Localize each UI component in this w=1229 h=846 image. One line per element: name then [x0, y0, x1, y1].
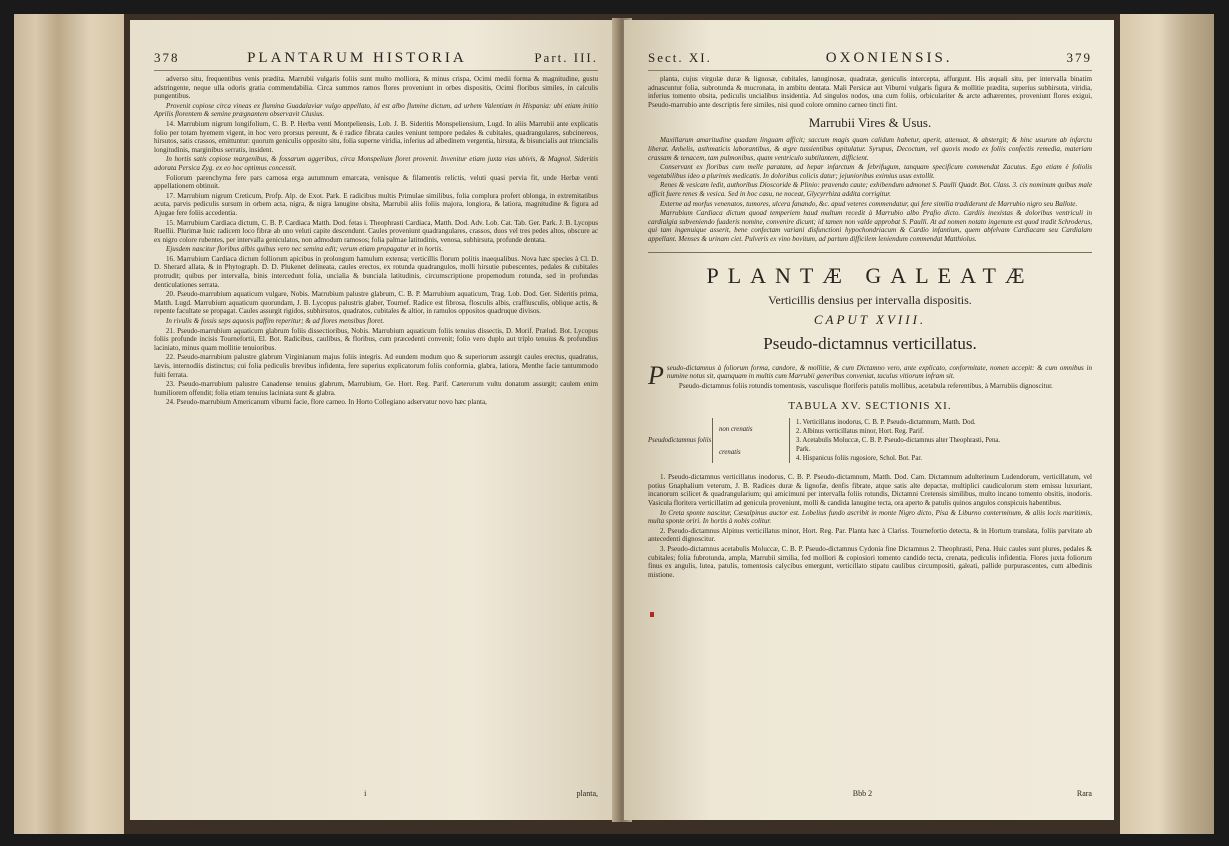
paragraph: 20. Pseudo-marrubium aquaticum vulgare, Nobis. Marrubium palustre glabrum, C. B. P. Marrubium aquaticum, Trag. Lob. Dod. Ger. Sideritis prima, Matth. Lugd. Marrubium aquaticum quorundam, J. B. Lycopus palustris glaber, Tournef. Radice est fibrosa, flosculis albis, craffiusculis, oblique actis, & repente facultate se propagat. Caules assurgit rigidos, subhirsutos, quadratos, cubitales & altior, in ramulos oppositos quadruque divisos. [154, 290, 598, 316]
paragraph: 21. Pseudo-marrubium aquaticum glabrum foliis dissectioribus, Nobis. Marrubium aquaticum foliis tenuius dissectis, D. Morif. Prælud. Bot. Lycopus foliis profunde incisis Tournefortii, El. Bot. Radicibus, caulibus, & floribus, cum præcedenti convenit; folio vero duplo aut triplo tenuius & profundius laciniato, minus quam mollitie tenuioribus. [154, 326, 598, 352]
paragraph: Provenit copiose circa vineas ex flumina Guadalaviar vulgo appellato, id est albo flumine dictum, ad urbem Valentiam in Hispania: ubi etiam initio Aprilis florentem & semine prægnantem observavit Clusius. [154, 101, 598, 119]
tabula-title: TABULA XV. SECTIONIS XI. [788, 400, 952, 413]
left-running-title: PLANTARUM HISTORIA [247, 50, 467, 66]
left-page-edges [14, 14, 124, 834]
genus-title: Pseudo-dictamnus verticillatus. [763, 333, 977, 353]
paragraph: In rivulis & fossis seps aquosis paffim reperitur; & ad flores mensibus floret. [166, 317, 385, 326]
right-page-content [648, 50, 1092, 802]
table-entry: 2. Albinus verticillatus minor, Hort. Reg. Parif. [796, 428, 924, 436]
paragraph: 17. Marrubium nigrum Creticum, Profp. Alp. de Exot. Park. E radicibus multis Primulae similibus, folia complura profert oblonga, in extremitatibus acuta, parvis pediculis sursum in orbem acta, nigra, & nigra lanugine obsita, Marrubii aliis foliis majora, longiora, & latiora, magnitudine & figura ad Ajugae fere foliis accedentia. [154, 191, 598, 217]
paragraph: 23. Pseudo-marrubium palustre Canadense tenuius glabrum, Marrubium, Ge. Hort. Reg. Parif. Cæterorum vultu donatum assurgit; caulem enim humiliorem offendit; folia etiam tenuius laciniata sunt & glabra. [154, 380, 598, 397]
paragraph: Marrubium Cardiaca dictum quoad temperiem haud multum recedit à Marrubio albo Prafio dicto. Cardiis inexistas & doloribus ventriculi in cardialgia subveniendo fuaderis nomine, convenire dicunt; id tamen non valde approbat S. Paulli. At ad nomen notato ingenum est quod tradit Schroderus, qui tam ingenuique asserit, bene confectam variani disfunctioni hypochondriacum & Cardio infantium, quem abfelvam Cardiacam seu Cardialam appellant. Menses & urinam ciet. Pulveris ex vino bovitum, ad partum difficilem leniendum commendat Matthiolus. [648, 209, 1092, 243]
paragraph: 2. Pseudo-dictamnus Alpinus verticillatus minor, Hort. Reg. Par. Planta hæc à Clariss. Tournefortio detecta, & in Hortum translata, foliis parvitate ab antecedenti dignoscitur. [648, 526, 1092, 544]
left-page-footer [154, 789, 598, 798]
left-signature-mark: i [364, 789, 367, 798]
paragraph: In hortis satis copiose margenibus, & fossarum aggeribus, circa Monspelium floret provenit. Invenitur etiam juxta vias ubivis, & Magnol. Sideritis adorata Persica Zyg. ex eo hoc optimus concessit. [154, 155, 598, 172]
paragraph: 14. Marrubium nigrum longifolium, C. B. P. Herba venti Montpeliensis, Lob. J. B. Sideritis Monspeliensium, Lugd. In aliis Marrubii ante explicatis folio per totam hyemem vigent, in hoc vero prorsus pereunt, & è radice fibrata caules veniunt tempore pedales & cubitales, quadrangulares, subcinereos, hirsutos, satis crassos, emittuntur: quorum geniculis opposito situ, folia superne viridia, inferius ad albedinem vergentia, hirsuta, & bisuncialis aut triuncialis longitudinis, marginibus serratis, insident. [154, 119, 598, 154]
right-catchword: Rara [1076, 789, 1092, 798]
right-page-edges [1120, 14, 1214, 834]
right-running-head [648, 50, 1092, 71]
paragraph: Maxillarum amaritudine quadam linguam afficit; saccum magis quam calidum habetur, aperit, attenuat, & abstergit; & hinc usurum ab infarctu liberat. Anhelis, asthmaticis laborantibus, & ægre tussientibus opitulatur. Syrupus, Decoctum, vel quovis modo ex foliis confectis remedia, materiam crassam & tenacem, tam pulmonibus, quam ventriculo subtilantem, difficient. [648, 136, 1092, 162]
table-entry: 1. Verticillatus inodorus, C. B. P. Pseudo-dictamnum, Matth. Dod. [796, 419, 976, 427]
class-subtitle: Verticillis densius per intervalla dispositis. [768, 292, 972, 307]
paragraph: Ejusdem nascitur floribus albis quibus vero nec semina edit; verum etiam propagatur et in hortis. [166, 245, 444, 254]
vires-section-title: Marrubii Vires & Usus. [808, 115, 932, 131]
paragraph: 1. Pseudo-dictamnus verticillatus inodorus, C. B. P. Pseudo-dictamnum, Matth. Dod. Cam. Dictamnum adulterinum Ludendorum, verticillatum, vel potius Gnaphalium veterum, J. B. Radices duræ & lignofæ, denfis fibrate, atque satis alte depactæ, multiplici caudiculorum stem emissu luxuriant, incanorum scilicet & quadrangularium; qui amicimuni per intervalla foliis rotundis, Dictamni Cretensis similibus, multo incano tomento obsitis, inodoris. Vasicula floritera verticillatim ad genicula proveniunt, molli & candida lanugine tecta, ora aperto & patulis quinos angulos conspicuis habentibus. [648, 473, 1092, 508]
paragraph: Renes & vesicam ledit, authoribus Dioscoride & Plinio: pravendo caute; exhibendum admonet S. Paulli Quadr. Bot. Class. 3. cis nominum quibus male afficit fuere renes & vesica. Sed in hoc casu, ne noceat, Glycyrrhiza addita corrigitur. [648, 181, 1092, 198]
species-table [648, 418, 1092, 463]
chapter-heading: CAPUT XVIII. [813, 311, 927, 327]
right-page [624, 20, 1114, 820]
right-running-title: OXONIENSIS. [825, 50, 953, 66]
table-group: crenatis [719, 448, 741, 456]
genus-note: Pseudo-dictamnus foliis rotundis tomentosis, vasculisque floriferis patulis mollibus, acetabula referentibus, à Marrubiis dignoscitur. [678, 381, 1053, 390]
right-page-number: 379 [1066, 50, 1092, 65]
table-entry: Park. [796, 446, 811, 454]
paragraph: adverso situ, frequentibus venis prædita. Marrubii vulgaris foliis sunt multo molliora, & minus crispa, Ocimi medii forma & magnitudine, gustu adstringente, neque ulla odoris gratia commendabilia. Circa summos ramos flores proveniunt in orbes dispositis, Ocimi floribus similes, in calculis pungentibus. [154, 75, 598, 101]
left-catchword: planta, [576, 789, 598, 798]
paragraph: 16. Marrubium Cardiaca dictum folliorum apicibus in prolongum hamulum extensa; verticillis florum politis inaequalibus. Nova hæc species à Cl. D. D. Sherard allata, & in Phytograph. D. D. Plukenet delineata, caules erectos, ex rotunda quadrangulos, molli hirsutie pubescentes, pedales & cubitales protrudit; quibus per intervalla, binis intercedunt folia, uncialia & bunciala latitudinis, circumscriptione propemodum rotunda, sed in profundas denticulationes serrata. [154, 254, 598, 289]
table-entries [789, 418, 1092, 463]
red-ink-mark [650, 612, 654, 617]
table-genus-label: Pseudodictamnus foliis [648, 437, 712, 445]
table-groups [712, 418, 789, 463]
paragraph: In Creta sponte nascitur, Cæsalpinus auctor est. Lobelius fundo ascribit in monte Nigro dicto, Pisa & Liburno conterminum, & aliis locis maritimis, multa sponte oriri. In hortis à nobis colitur. [648, 508, 1092, 526]
left-page [130, 20, 620, 820]
left-page-content [154, 50, 598, 802]
paragraph: Externe ad morfus venenatos, tumores, ulcera fanando, &c. apud veteres commendatur, qui fere similia tradiderunt de Marrubio nigro seu Ballote. [660, 199, 1078, 208]
paragraph: 22. Pseudo-marrubium palustre glabrum Virginianum majus foliis integris. Ad eundem modum quo & superiorum assurgit caules erectus, quadratus, lævis, internodiis distinctus; cui folia pediculis brevibus infidenta, fere superius explicatorum foliis conformia, glabra, latiora, Menthe facie tantummodo fuiti ferrata. [154, 353, 598, 379]
left-page-number: 378 [154, 50, 180, 65]
class-title: PLANTÆ GALEATÆ [706, 262, 1034, 288]
left-part-label: Part. III. [534, 50, 598, 65]
paragraph: Conservant ex floribus cum melle paratam, ad hepar infarctum & febrifugum, tanquam specificum commendat Zacutus. Ego etiam è foliolis vegetabilibus ideo a plurimis medicatis. In doloribus colicis datur; jejunioribus eximius usus extollit. [648, 163, 1092, 180]
paragraph: 3. Pseudo-dictamnus acetabulis Moluccæ, C. B. P. Pseudo-dictamnus Cydonia fine Dictamnus 2. Theophrasti, Pena. Huic caules sunt plures, pedales & cubitales; folia fubrotunda, ampla, Marrubii similia, fed molliori & copiosiori tomento candido tecta, crenata, pediculis infidentia. Flores juxta foliorum finus ex angulis, lutea, patulis, tomentosis calycibus emergunt, verticillato stipatu caulibus circumpositi, galeati, pallide purpurascentes, cum albedinis mistione. [648, 545, 1092, 579]
right-signature-mark: Bbb 2 [852, 789, 873, 798]
table-entry: 4. Hispanicus foliis rugosiore, Schol. Bot. Par. [796, 455, 922, 463]
table-group: non crenatis [719, 426, 753, 434]
drop-cap: P [648, 360, 664, 390]
intro-paragraph: planta, cujus virgulæ duræ & lignosæ, cubitales, lanuginosæ, quadratæ, geniculis intercepta, affurgunt. His æquali situ, per intervalla binatim adnascuntur folia, subrotunda & mucronata, in ambitu dentata. Mali Persicæ aut Viburni vulgaris figura & mollitie prædita, superius subhirsuta, viridia, inferius tomento obsita, pediculis uncialibus insidentia. Ad singulos nodos, una cum foliis, orbiculariter & arcte adhærentes, proveniunt flores exigui, Pseudo-marrubio ante descriptis fere similes, nisi quod colore omnino carneo tincti fint. [648, 75, 1092, 109]
genus-description-text: seudo-dictamnus à foliorum forma, candore, & mollitie, & cum Dictamno vero, ante explicato, conformitate, nomen accepit: & cum omnibus in numine notus sit, quanquam in multis cum Marrubii generibus conveniat, taculus vitiorum infram sit. [666, 363, 1092, 381]
left-running-head [154, 50, 598, 71]
right-section-label: Sect. XI. [648, 50, 712, 65]
paragraph: 15. Marrubium Cardiaca dictum, C. B. P. Cardiaca Matth. Dod. fetas i. Theophrasti Cardiaca, Matth. Dod. Adv. Lob. Cat. Tab. Ger. Park. J. B. Lycopus Ruellii. Plurimæ huic radicem loco fibræ ab uno veluti capite descendunt. Caules proveniunt quadrangulares, crassos, duos vel tres pedes altos, obscure ac ex nigro colore rubentes, per intervalla geniculatos, non admodum ramosos; folia palmae latitudinis, venosa, subhirsuta, profunde dentata. [154, 218, 598, 244]
paragraph: 24. Pseudo-marrubium Americanum viburni facie, flore carneo. In Horto Collegiano adservatur novo hæc planta, [166, 398, 487, 407]
paragraph: Foliorum parenchyma fere pars carnosa erga autumnum emarcata, venisque & filamentis relictis, veluti quasi pervia fit, unde Herbæ venti appellationem obtinuit. [154, 173, 598, 191]
section-divider [648, 252, 1092, 253]
table-entry: 3. Acetabulis Moluccæ, C. B. P. Pseudo-dictamnus alter Theophrasti, Pena. [796, 437, 1001, 445]
right-page-footer [648, 789, 1092, 798]
